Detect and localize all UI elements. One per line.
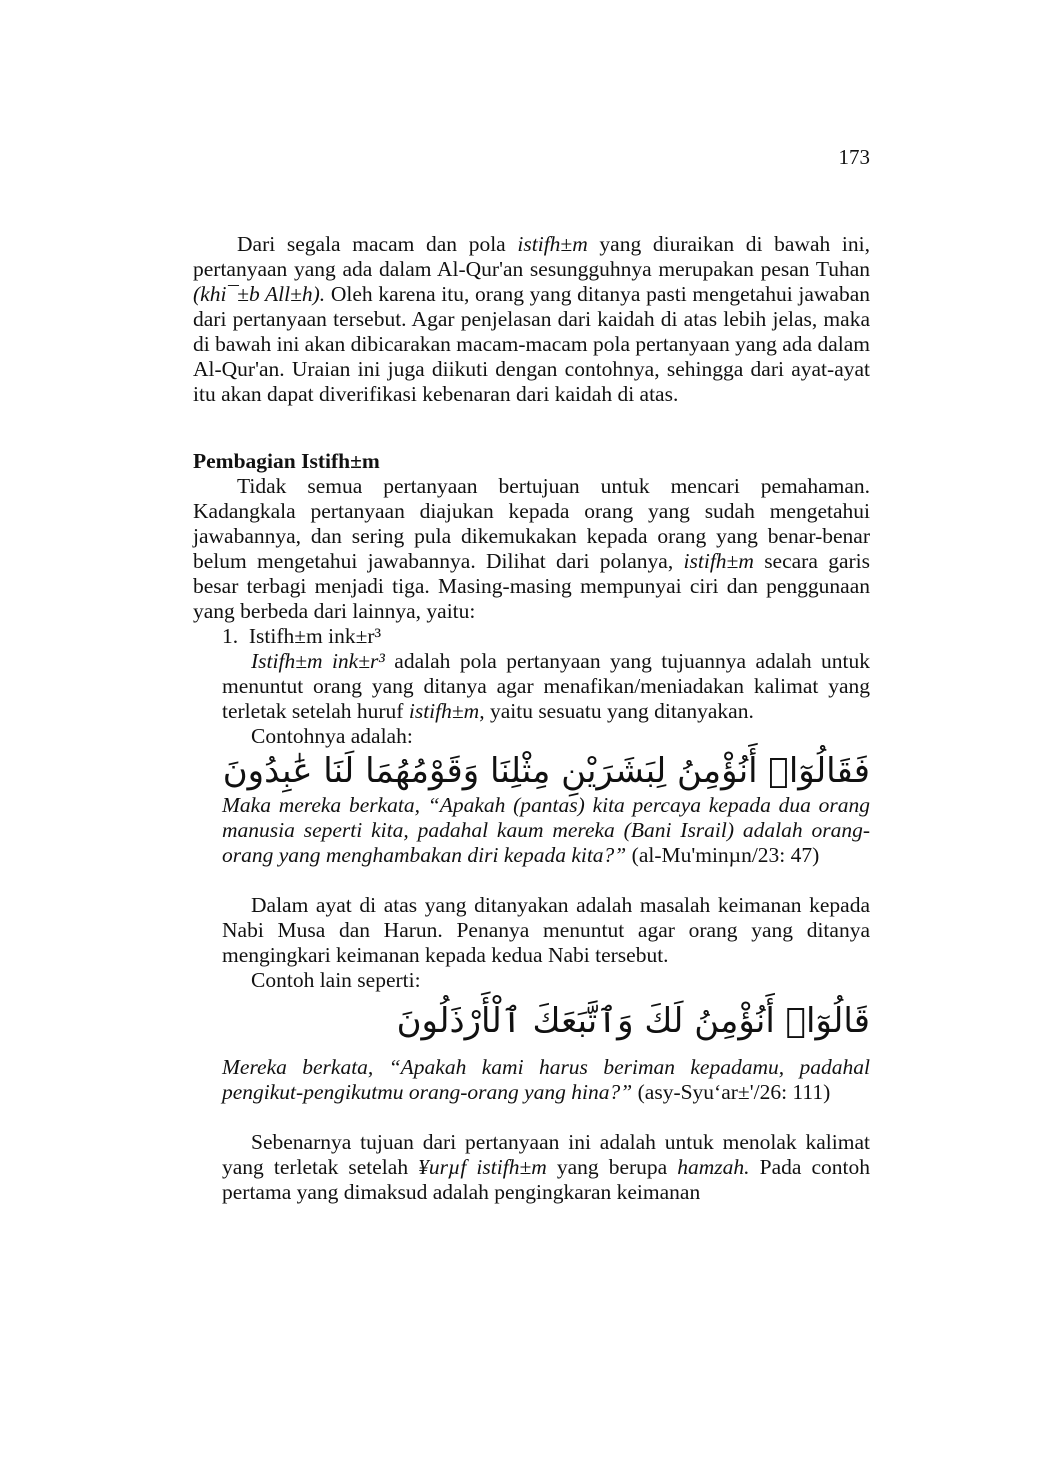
section-text: secara garis besar terbagi menjadi tiga. Masing-masing mempunyai ciri dan penggunaan yang berbeda dari lainnya, yaitu: bbox=[193, 549, 870, 623]
translation-text: Mereka berkata, “Apakah kami harus beriman kepadamu, padahal pengikut-pengikutmu orang-orang yang hina?” bbox=[222, 1055, 870, 1104]
page-number: 173 bbox=[838, 145, 870, 169]
list-number: 1. bbox=[222, 624, 239, 648]
intro-text: yang diuraikan di bawah ini, pertanyaan yang ada dalam Al-Qur'an sesungguhnya merupakan pesan Tuhan bbox=[193, 232, 870, 281]
list-item-title bbox=[222, 624, 870, 649]
section-heading: Pembagian Istifh±m bbox=[193, 449, 380, 473]
section-text: Tidak semua pertanyaan bertujuan untuk mencari pemahaman. Kadangkala pertanyaan diajukan kepada orang yang sudah mengetahui jawabannya, dan sering pula dikemukakan kepada orang yang benar-benar belum mengetahui jawabannya. Dilihat dari polanya, bbox=[193, 474, 870, 573]
intro-paragraph bbox=[193, 232, 870, 407]
example-label-2: Contoh lain seperti: bbox=[251, 968, 421, 992]
list-item-istifham-inkari bbox=[193, 624, 870, 1205]
definition-paragraph bbox=[222, 649, 870, 724]
explanation-term: hamzah. bbox=[677, 1155, 750, 1179]
list-title: Istifh±m ink±r³ bbox=[248, 624, 382, 648]
definition-term: Istifh±m ink±r³ bbox=[251, 649, 385, 673]
example-label: Contohnya adalah: bbox=[251, 724, 413, 748]
definition-text: adalah pola pertanyaan yang tujuannya adalah untuk menuntut orang yang ditanya agar menafikan/meniadakan kalimat yang terletak setelah huruf bbox=[222, 649, 870, 723]
explanation-text: Pada contoh pertama yang dimaksud adalah pengingkaran keimanan bbox=[222, 1155, 870, 1204]
translation-1 bbox=[222, 793, 870, 868]
translation-text: Maka mereka berkata, “Apakah (pantas) kita percaya kepada dua orang manusia seperti kita, padahal kaum mereka (Bani Israil) adalah orang-orang yang menghambakan diri kepada kita?” bbox=[222, 793, 870, 867]
explanation-paragraph-1: Dalam ayat di atas yang ditanyakan adalah masalah keimanan kepada Nabi Musa dan Harun. Penanya menuntut agar orang yang ditanya mengingkari keimanan kepada kedua Nabi tersebut. bbox=[222, 893, 870, 967]
arabic-verse-2: قَالُوٓا۟ أَنُؤْمِنُ لَكَ وَٱتَّبَعَكَ ٱلْأَرْذَلُونَ bbox=[396, 1001, 870, 1041]
explanation-text: Sebenarnya tujuan dari pertanyaan ini adalah untuk menolak kalimat yang terletak setelah bbox=[222, 1130, 870, 1179]
section-term: istifh±m bbox=[683, 549, 754, 573]
intro-term: (khi¯±b All±h). bbox=[193, 282, 326, 306]
intro-text: Oleh karena itu, orang yang ditanya pasti mengetahui jawaban dari pertanyaan tersebut. Agar penjelasan dari kaidah di atas lebih jelas, maka di bawah ini akan dibicarakan macam-macam pola pertanyaan yang ada dalam Al-Qur'an. Uraian ini juga diikuti dengan contohnya, sehingga dari ayat-ayat itu akan dapat diverifikasi kebenaran dari kaidah di atas. bbox=[193, 282, 870, 406]
intro-term: istifh±m bbox=[517, 232, 588, 256]
translation-2 bbox=[222, 1055, 870, 1105]
intro-text: Dari segala macam dan pola bbox=[237, 232, 518, 256]
explanation-paragraph-2 bbox=[222, 1130, 870, 1205]
explanation-text: yang berupa bbox=[546, 1155, 678, 1179]
verse-reference: (asy-Syu‘ar±'/26: 111) bbox=[632, 1080, 831, 1104]
page-content bbox=[193, 232, 870, 1205]
definition-text: yaitu sesuatu yang ditanyakan. bbox=[484, 699, 754, 723]
section-paragraph bbox=[193, 474, 870, 624]
arabic-verse-1: فَقَالُوٓا۟ أَنُؤْمِنُ لِبَشَرَيْنِ مِثْلِنَا وَقَوْمُهُمَا لَنَا عَٰبِدُونَ bbox=[222, 751, 870, 791]
definition-term: istifh±m, bbox=[408, 699, 485, 723]
verse-reference: (al-Mu'minµn/23: 47) bbox=[626, 843, 820, 867]
explanation-term: ¥urµf istifh±m bbox=[418, 1155, 547, 1179]
